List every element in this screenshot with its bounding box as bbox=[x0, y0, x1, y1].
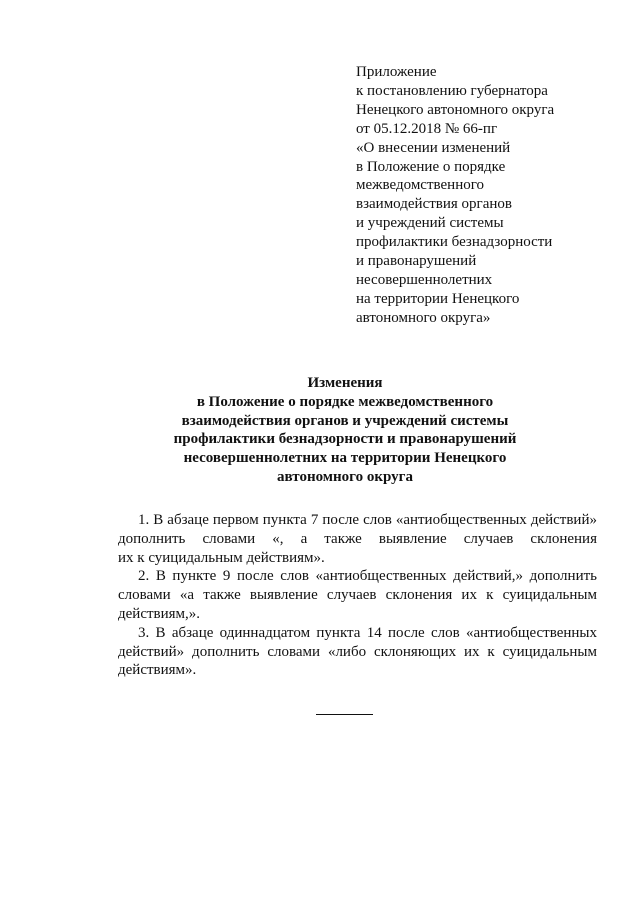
appendix-line: к постановлению губернатора bbox=[356, 82, 548, 99]
paragraph-2 bbox=[118, 567, 597, 623]
document-title bbox=[100, 374, 590, 487]
title-line: взаимодействия органов и учреждений системы bbox=[181, 412, 509, 429]
paragraph-line: 2. В пункте 9 после слов «антиобщественных действий,» дополнить bbox=[138, 568, 597, 585]
title-line: автономного округа bbox=[277, 468, 413, 485]
appendix-line: взаимодействия органов bbox=[356, 196, 512, 213]
appendix-line: Ненецкого автономного округа bbox=[356, 101, 555, 118]
paragraph-line: действиям,». bbox=[118, 605, 201, 622]
appendix-line: «О внесении изменений bbox=[356, 139, 511, 156]
paragraph-line: действий» дополнить словами «либо склоняющих их к суицидальным bbox=[118, 643, 597, 660]
appendix-line: несовершеннолетних bbox=[356, 271, 493, 288]
paragraph-line: их к суицидальным действиям». bbox=[118, 549, 325, 566]
title-line: Изменения bbox=[307, 375, 383, 391]
appendix-line: и учреждений системы bbox=[356, 215, 504, 232]
appendix-line: Приложение bbox=[356, 64, 437, 80]
title-line: несовершеннолетних на территории Ненецкого bbox=[183, 450, 507, 467]
title-line: в Положение о порядке межведомственного bbox=[196, 393, 494, 410]
appendix-line: в Положение о порядке bbox=[356, 158, 506, 175]
paragraph-line: 3. В абзаце одиннадцатом пункта 14 после слов «антиобщественных bbox=[138, 624, 597, 641]
paragraph-1 bbox=[118, 511, 597, 567]
end-divider bbox=[316, 714, 373, 715]
appendix-line: межведомственного bbox=[356, 177, 485, 194]
paragraph-line: словами «а также выявление случаев склонения их к суицидальным bbox=[118, 587, 597, 604]
paragraph-3 bbox=[118, 624, 597, 680]
appendix-line: от 05.12.2018 № 66-пг bbox=[356, 120, 498, 137]
appendix-line: на территории Ненецкого bbox=[356, 290, 520, 307]
paragraph-line: действиям». bbox=[118, 662, 197, 679]
appendix-line: и правонарушений bbox=[356, 253, 477, 270]
paragraph-line: дополнить словами «, а также выявление случаев склонения bbox=[118, 530, 597, 547]
paragraph-line: 1. В абзаце первом пункта 7 после слов «антиобщественных действий» bbox=[138, 512, 597, 528]
title-line: профилактики безнадзорности и правонарушений bbox=[173, 431, 517, 448]
document-body bbox=[118, 511, 597, 680]
appendix-line: профилактики безнадзорности bbox=[356, 234, 553, 251]
appendix-block bbox=[356, 63, 606, 328]
appendix-line: автономного округа» bbox=[356, 309, 491, 326]
